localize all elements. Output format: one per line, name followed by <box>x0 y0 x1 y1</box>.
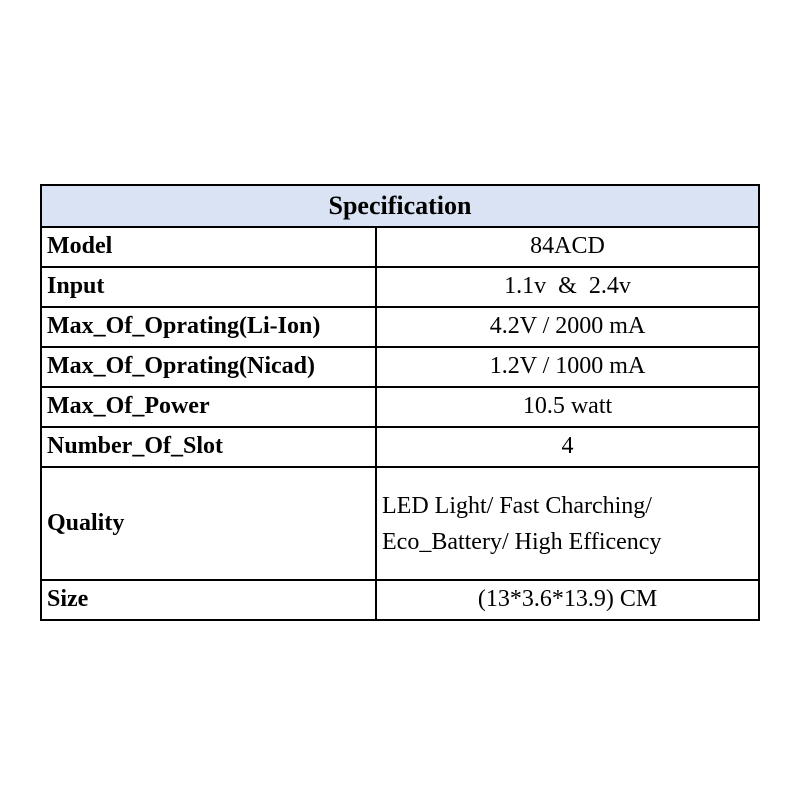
row-label-quality: Quality <box>41 467 376 580</box>
table-header-row <box>41 185 759 227</box>
row-label-max-power: Max_Of_Power <box>41 387 376 427</box>
table-title: Specification <box>41 185 759 227</box>
row-value-max-operating-nicad: 1.2V / 1000 mA <box>376 347 759 387</box>
quality-line: LED Light/ Fast Charching/ <box>382 492 652 519</box>
row-value-size: (13*3.6*13.9) CM <box>376 580 759 620</box>
row-label-number-of-slot: Number_Of_Slot <box>41 427 376 467</box>
row-value-max-power: 10.5 watt <box>376 387 759 427</box>
row-label-max-operating-nicad: Max_Of_Oprating(Nicad) <box>41 347 376 387</box>
table-row <box>41 387 759 427</box>
row-value-max-operating-li-ion: 4.2V / 2000 mA <box>376 307 759 347</box>
row-value-quality <box>376 467 759 580</box>
row-label-max-operating-li-ion: Max_Of_Oprating(Li-Ion) <box>41 307 376 347</box>
specification-table <box>40 184 760 621</box>
table-row <box>41 427 759 467</box>
table-row <box>41 227 759 267</box>
table-row <box>41 307 759 347</box>
row-value-number-of-slot: 4 <box>376 427 759 467</box>
quality-line: Eco_Battery/ High Efficency <box>382 528 662 555</box>
table-row <box>41 347 759 387</box>
row-label-model: Model <box>41 227 376 267</box>
row-label-size: Size <box>41 580 376 620</box>
row-value-input: 1.1v & 2.4v <box>376 267 759 307</box>
table-row <box>41 467 759 580</box>
table-row <box>41 267 759 307</box>
row-label-input: Input <box>41 267 376 307</box>
row-value-model: 84ACD <box>376 227 759 267</box>
table-row <box>41 580 759 620</box>
